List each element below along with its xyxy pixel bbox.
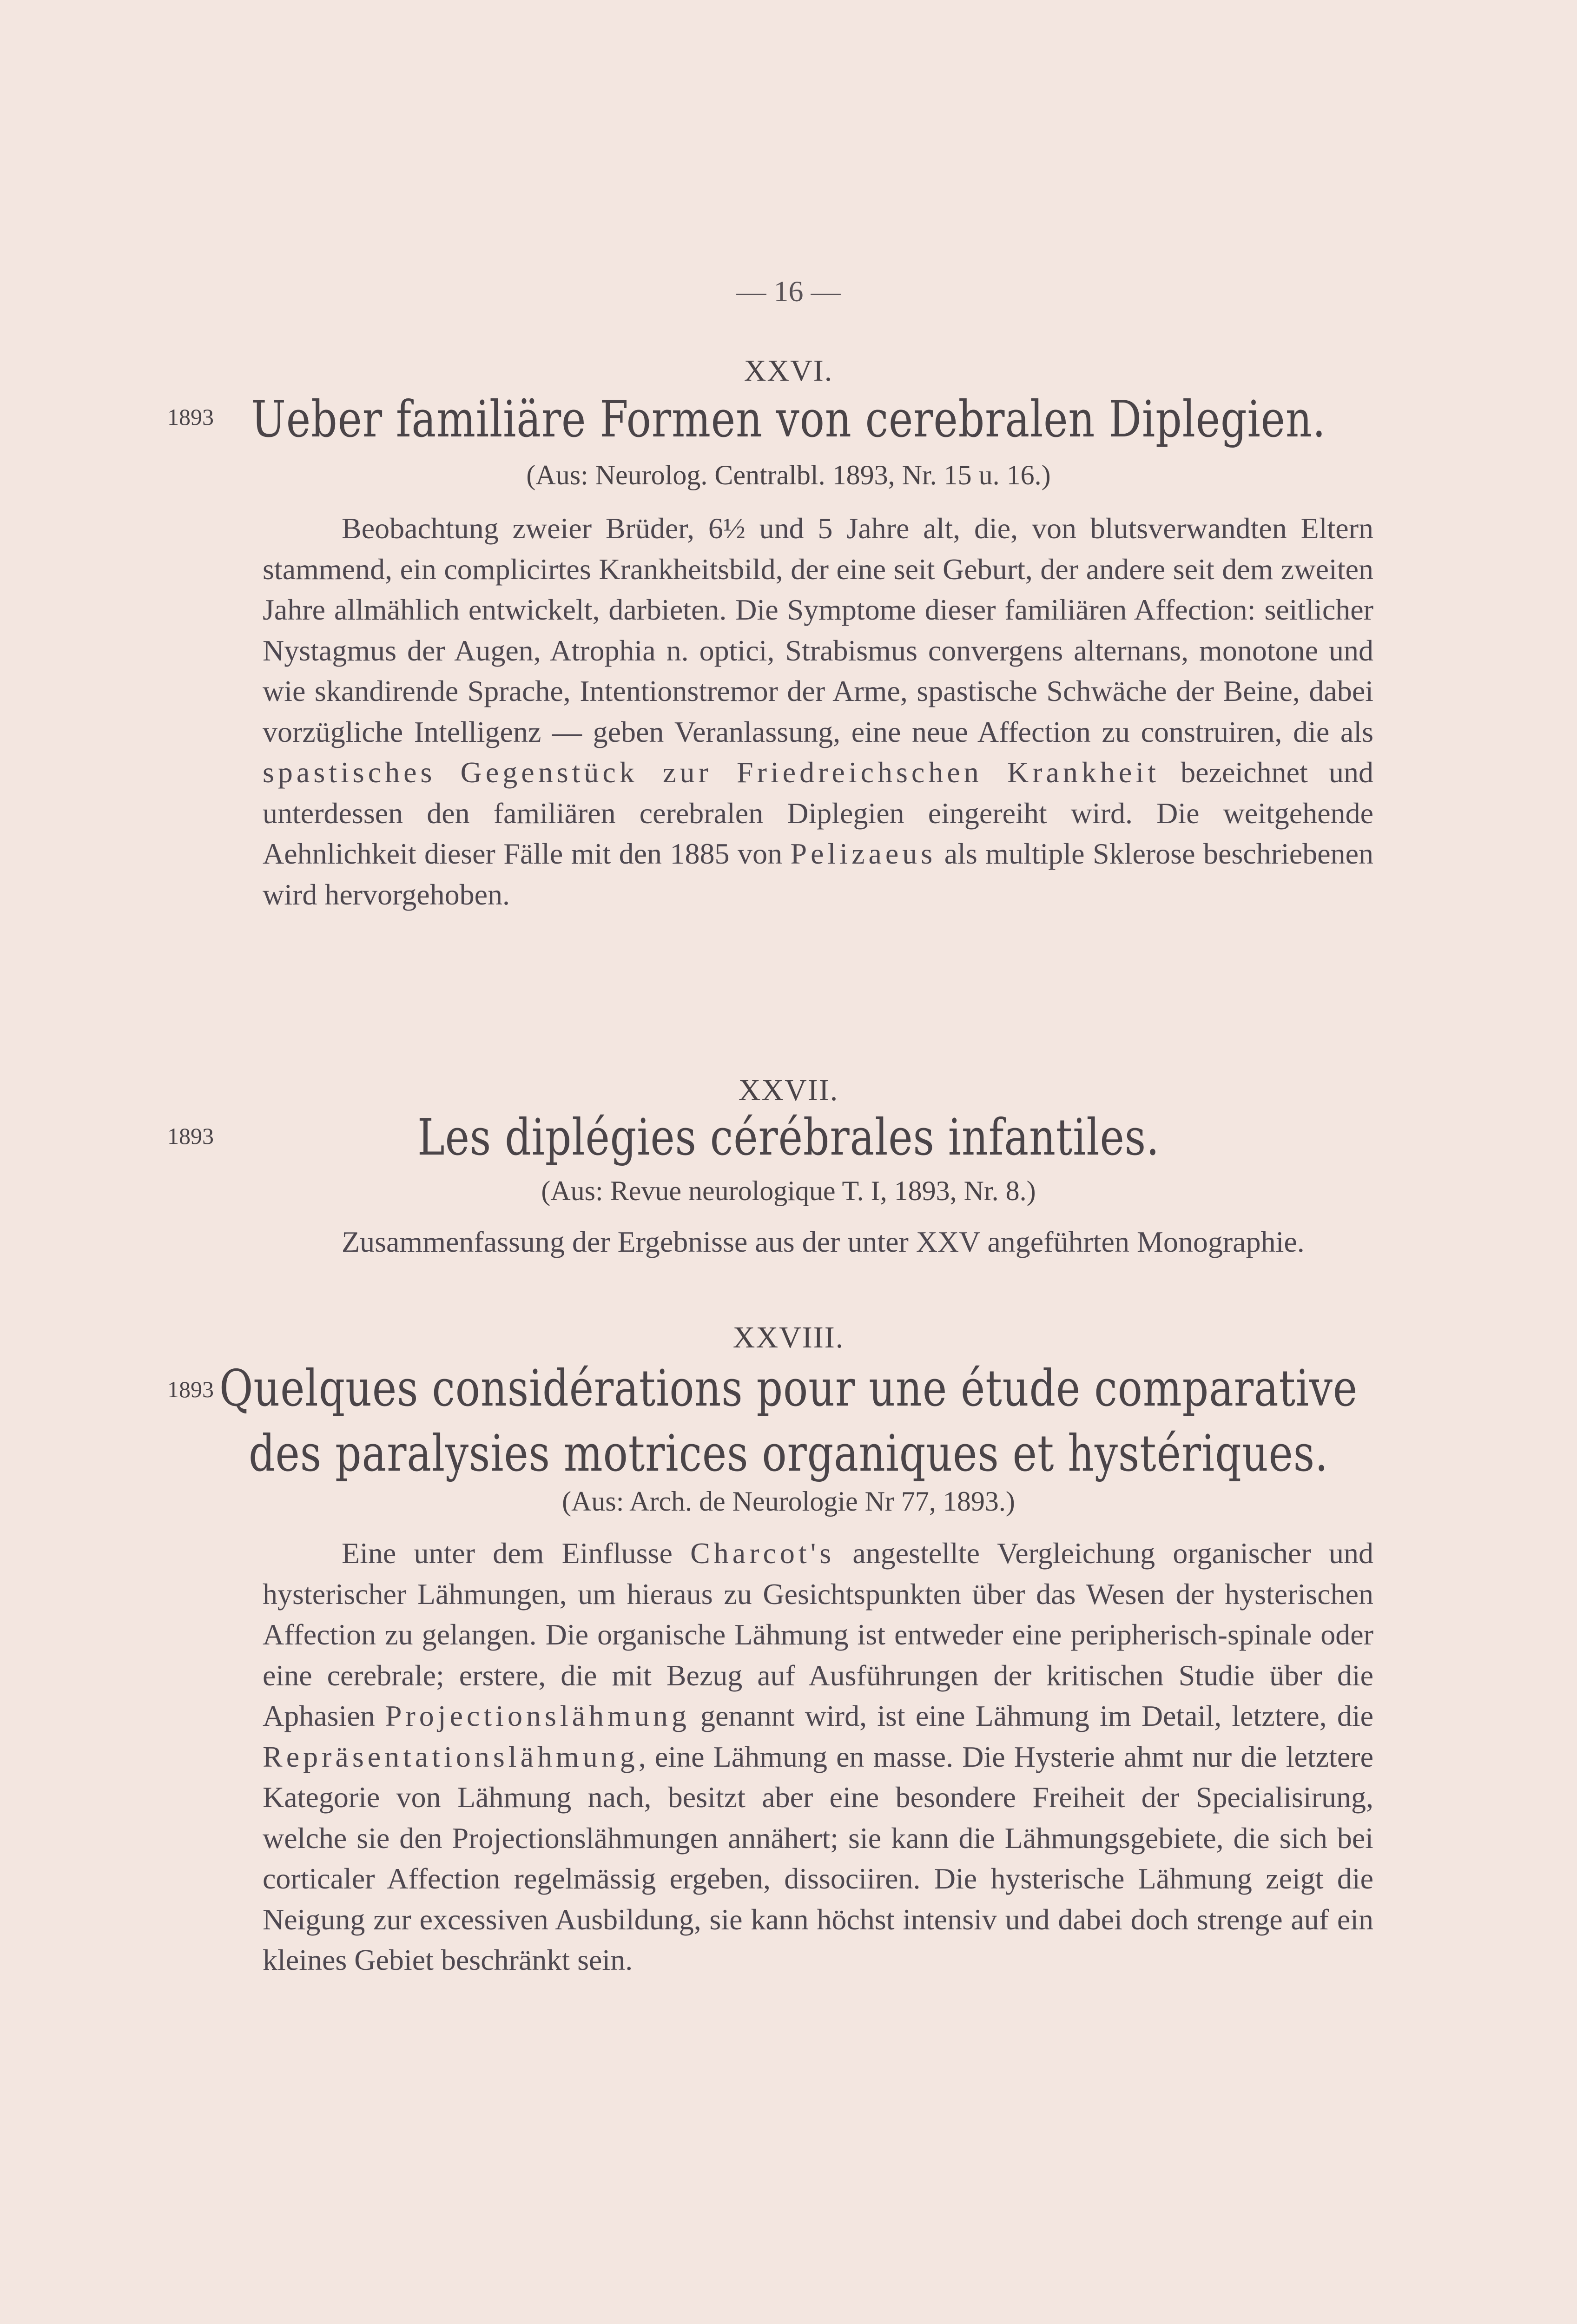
author-name: Pelizaeus	[790, 837, 937, 870]
section-title-xxviii-line2: des paralysies motrices organiques et hystériques.	[249, 1425, 1328, 1483]
text-part: Eine unter dem Einflusse	[342, 1537, 691, 1570]
section-title-xxvi: Ueber familiäre Formen von cerebralen Diplegien.	[251, 390, 1326, 449]
section-source-xxvii: (Aus: Revue neurologique T. I, 1893, Nr. 8.)	[541, 1175, 1036, 1206]
section-numeral-xxvii: XXVII.	[738, 1073, 839, 1107]
text-part: Beobachtung zweier Brüder, 6½ und 5 Jahre alt, die, von blutsverwandten Eltern stammend, ein complicirtes Krankheitsbild, der eine seit Geburt, der andere seit dem zweiten Jahre allmählich entwickelt, darbieten. Die Symptome dieser familiären Affection: seitlicher Nystagmus der Augen, Atrophia n. optici, Strabismus convergens alternans, monotone und wie skandirende Sprache, Intentionstremor der Arme, spastische Schwäche der Beine, dabei vorzügliche Intelligenz — geben Veranlassung, eine neue Affection zu construiren, die als	[263, 512, 1373, 748]
section-source-xxviii: (Aus: Arch. de Neurologie Nr 77, 1893.)	[562, 1486, 1015, 1517]
section-text-xxviii	[263, 1533, 1373, 1981]
section-year-xxvii: 1893	[167, 1123, 214, 1149]
section-year-xxviii: 1893	[167, 1376, 214, 1402]
section-title-xxviii-line1: Quelques considérations pour une étude comparative	[219, 1360, 1358, 1418]
section-numeral-xxviii: XXVIII.	[732, 1320, 845, 1354]
section-text-xxvii	[263, 1221, 1373, 1262]
text-part: genannt wird, ist eine Lähmung im Detail, letztere, die	[690, 1699, 1374, 1732]
emphasis-term: Repräsentationslähmung	[263, 1740, 639, 1773]
author-name: Charcot's	[690, 1537, 835, 1570]
section-source-xxvi: (Aus: Neurolog. Centralbl. 1893, Nr. 15 u. 16.)	[526, 460, 1051, 490]
text-part: angestellte Vergleichung organischer und hysterischer Lähmungen, um hieraus zu Gesichtspunkten über das Wesen der hysterischen Affection zu gelangen. Die organische Lähmung ist entweder eine peripherisch-spinale oder eine cerebrale; erstere, die mit Bezug auf Ausführungen der kritischen Studie über die Aphasien	[263, 1537, 1373, 1732]
emphasis-term: Projectionslähmung	[385, 1699, 690, 1732]
text-part: , eine Lähmung en masse. Die Hysterie ahmt nur die letztere Kategorie von Lähmung nach, besitzt aber eine besondere Freiheit der Specialisirung, welche sie den Projectionslähmungen annähert; sie kann die Lähmungsgebiete, die sich bei corticaler Affection regelmässig ergeben, dissociiren. Die hysterische Lähmung zeigt die Neigung zur excessiven Ausbildung, sie kann höchst intensiv und dabei doch strenge auf ein kleines Gebiet beschränkt sein.	[263, 1740, 1373, 1976]
text-part: Zusammenfassung der Ergebnisse aus der unter XXV angeführten Monographie.	[342, 1225, 1305, 1258]
text-part: bezeichnet und unterdessen den familiären cerebralen Diplegien eingereiht wird. Die weitgehende Aehnlichkeit dieser Fälle mit den 1885 von	[263, 756, 1374, 870]
section-title-xxvii: Les diplégies cérébrales infantiles.	[417, 1109, 1160, 1167]
section-text-xxvi	[263, 508, 1373, 915]
page-number: — 16 —	[736, 275, 841, 308]
text-part: als multiple Sklerose beschriebenen wird hervorgehoben.	[263, 837, 1374, 911]
emphasis-term: spastisches Gegenstück zur Friedreichschen Krankheit	[263, 756, 1160, 789]
section-numeral-xxvi: XXVI.	[744, 354, 833, 388]
section-year-xxvi: 1893	[167, 404, 214, 430]
